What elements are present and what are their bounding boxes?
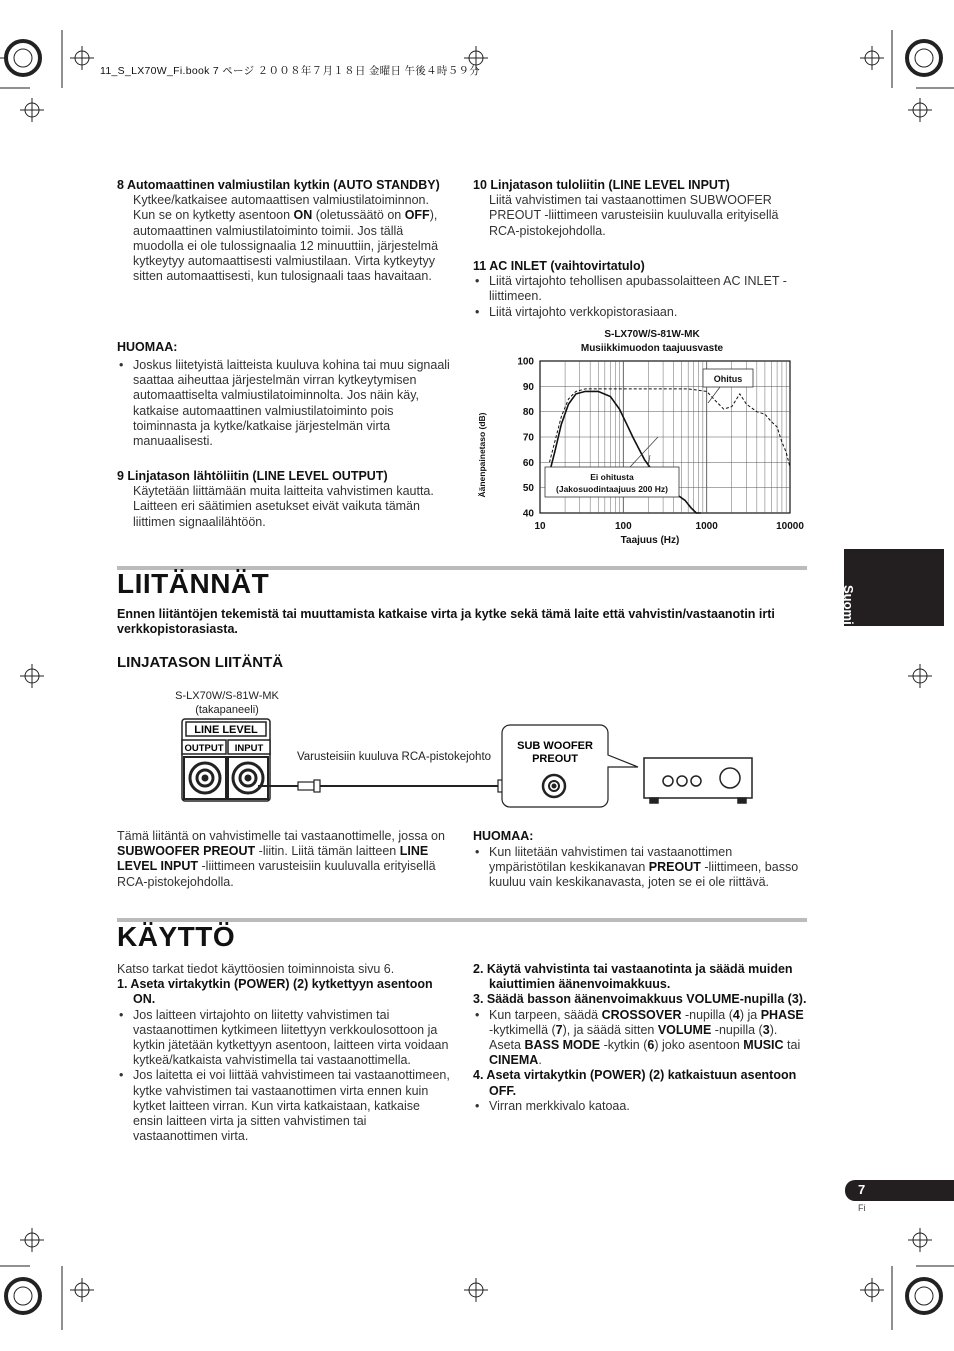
chart-y-tick-label: 70 xyxy=(522,432,534,444)
note-2-title: HUOMAA: xyxy=(473,829,534,843)
operation-intro: Katso tarkat tiedot käyttöosien toiminnoista sivu 6. xyxy=(117,962,395,976)
item-8-title: 8 Automaattinen valmiustilan kytkin (AUTO STANDBY) xyxy=(117,178,440,192)
step-4-bullet: • Virran merkkivalo katoaa. xyxy=(473,1099,807,1114)
step-4: 4. Aseta virtakytkin (POWER) (2) katkaistuun asentoon OFF. xyxy=(473,1068,797,1098)
diagram-line-level: LINE LEVEL xyxy=(194,724,258,736)
item-11-bullet-1: • Liitä virtajohto tehollisen apubassolaitteen AC INLET -liittimeen. xyxy=(473,274,807,304)
diagram-device-label: S-LX70W/S-81W-MK xyxy=(175,690,279,702)
amplifier-icon xyxy=(644,758,752,803)
chart-y-tick-label: 50 xyxy=(522,483,534,495)
page-number: 7 xyxy=(858,1182,866,1197)
chart-subtitle: Musiikkimuodon taajuusvaste xyxy=(580,343,724,354)
chart-annotation-bypass: Ohitus xyxy=(713,374,743,384)
section-title-connections: LIITÄNNÄT xyxy=(117,568,270,599)
step-1-bullet-2: • Jos laitetta ei voi liittää vahvistimeen tai vastaanottimeen, kytke vahvistimen tai vastaanottimen virta ennen kuin kytket laitteen virran. Kun virta katkaistaan, katkaise ensin laitteen virta ja sitten vahvistimen tai vastaanottimen virta. xyxy=(117,1068,451,1144)
step-1-bullet-1: • Jos laitteen virtajohto on liitetty vahvistimen tai vastaanottimen kytkimeen liitettyyn verkkoulosottoon ja kytkin jätetään kytkettyyn asentoon, laitteen virta voidaan kytkeä/katkaista vahvistimella tai vastaanottimella. xyxy=(117,1008,451,1069)
chart-y-label: Äänenpainetaso (dB) xyxy=(477,412,487,498)
item-8 xyxy=(117,178,451,284)
connection-paragraph: Tämä liitäntä on vahvistimelle tai vastaanottimelle, jossa on SUBWOOFER PREOUT -liitin. Liitä tämän laitteen LINE LEVEL INPUT -liittimeen varusteisiin kuuluvalla erityisellä RCA-pistokejohdolla. xyxy=(117,829,445,889)
chart-x-tick-label: 10 xyxy=(534,521,546,532)
item-10-text: Liitä vahvistimen tai vastaanottimen SUBWOOFER PREOUT -liittimeen varusteisiin kuuluvalla erityisellä RCA-pistokejohdolla. xyxy=(489,193,779,238)
diagram-output: OUTPUT xyxy=(184,743,224,754)
chart-x-label: Taajuus (Hz) xyxy=(620,535,680,546)
chart-y-tick-label: 100 xyxy=(517,356,534,368)
step-1: 1. Aseta virtakytkin (POWER) (2) kytkettyyn asentoon ON. xyxy=(117,977,433,1007)
note-1-title: HUOMAA: xyxy=(117,340,178,354)
chart-y-tick-label: 60 xyxy=(522,457,534,469)
diagram-preout-label-2: PREOUT xyxy=(532,753,578,765)
chart-annotation-not-bypassed: Ei ohitusta xyxy=(590,472,634,482)
section-title-operation: KÄYTTÖ xyxy=(117,921,236,952)
page-lang: Fi xyxy=(858,1203,866,1213)
step-3-bullet: • Kun tarpeen, säädä CROSSOVER -nupilla (4) ja PHASE -kytkimellä (7), ja säädä sitten VOLUME -nupilla (3). Aseta BASS MODE -kytkin (6) joko asentoon MUSIC tai CINEMA. xyxy=(473,1008,807,1069)
item-8-text-1: Kytkee/katkaisee automaattisen valmiustilatoiminnon. xyxy=(133,193,429,208)
operation-left-column xyxy=(117,962,451,1144)
chart-y-tick-label: 40 xyxy=(522,508,534,520)
note-1-bullet: • Joskus liitetyistä laitteista kuuluva kohina tai muu signaali saattaa aiheuttaa järjestelmän virran kytkeytymisen automaattiselta valmiustilatoiminnolta. Jos näin käy, katkaise automaattinen valmiustilatoiminto pois toiminnasta ja kytke/katkaise järjestelmän virta manuaalisesti. xyxy=(117,358,451,449)
registration-mark-icon xyxy=(0,30,62,88)
frequency-response-chart xyxy=(470,325,815,550)
item-11-bullet-2: • Liitä virtajohto verkkopistorasiaan. xyxy=(473,305,807,320)
chart-x-tick-label: 1000 xyxy=(695,521,718,532)
item-9-title: 9 Linjatason lähtöliitin (LINE LEVEL OUTPUT) xyxy=(117,469,388,483)
language-tab xyxy=(841,549,944,626)
section-intro: Ennen liitäntöjen tekemistä tai muuttamista katkaise virta ja kytke sekä tämä laite että vahvistin/vastaanotin irti verkkopistorasiasta. xyxy=(117,607,775,637)
note-2-bullet: • Kun liitetään vahvistimen tai vastaanottimen ympäristötilan keskikanavan PREOUT -liittimeen, basso kuuluu vain keskikanavasta, joten se ei ole riittävä. xyxy=(473,845,807,891)
diagram-device-label-2: (takapaneeli) xyxy=(195,704,259,716)
note-1 xyxy=(117,340,451,449)
item-11-title: 11 AC INLET (vaihtovirtatulo) xyxy=(473,259,645,273)
item-9-text: Käytetään liittämään muita laitteita vahvistimen kautta. Laitteen eri säätimien asetukset eivät vaikuta tämän liittimen signaalilähtöön. xyxy=(133,484,434,529)
operation-right-column xyxy=(473,962,807,1114)
diagram-preout-label: SUB WOOFER xyxy=(517,740,593,752)
rca-jack-output-icon xyxy=(190,763,220,793)
chart-y-ticks xyxy=(517,357,534,520)
note-2 xyxy=(473,829,807,891)
subsection-title: LINJATASON LIITÄNTÄ xyxy=(117,654,284,671)
chart-x-tick-label: 100 xyxy=(614,521,632,532)
item-10-title: 10 Linjatason tuloliitin (LINE LEVEL INPUT) xyxy=(473,178,730,192)
chart-y-tick-label: 90 xyxy=(522,381,534,393)
rca-jack-input-icon xyxy=(233,763,263,793)
connection-diagram xyxy=(170,686,760,816)
diagram-input: INPUT xyxy=(234,743,264,754)
print-header-line: 11_S_LX70W_Fi.book 7 ページ ２００８年７月１８日 金曜日 午後４時５９分 xyxy=(100,65,481,77)
language-tab-label: Suomi xyxy=(841,585,856,625)
diagram-cable-label: Varusteisiin kuuluva RCA-pistokejohto xyxy=(296,751,492,763)
item-9 xyxy=(117,469,451,530)
chart-title: S-LX70W/S-81W-MK xyxy=(604,329,700,340)
chart-series-line-1 xyxy=(550,389,791,468)
item-10 xyxy=(473,178,807,239)
item-8-text-2: Kun se on kytketty asentoon ON (oletussäätö on OFF), automaattinen valmiustilatoiminto toimii. Jos tällä muodolla ei ole tulossignaalia 12 minuuttiin, järjestelmä kytkeytyy automaattisesti valmiustilaan. Virta kytkeytyy sitten automaattisesti, kun tulosignaali taas havaitaan. xyxy=(133,208,439,284)
item-11 xyxy=(473,259,807,320)
chart-y-tick-label: 80 xyxy=(522,407,534,419)
page-number-tab xyxy=(845,1180,954,1201)
chart-x-tick-label: 10000 xyxy=(776,521,804,532)
chart-x-ticks xyxy=(534,521,804,532)
chart-annotation-crossover: (Jakosuodintaajuus 200 Hz) xyxy=(556,484,668,494)
step-3: 3. Säädä basson äänenvoimakkuus VOLUME-nupilla (3). xyxy=(473,992,807,1007)
step-2: 2. Käytä vahvistinta tai vastaanotinta ja säädä muiden kaiuttimien äänenvoimakkuus. xyxy=(473,962,793,992)
